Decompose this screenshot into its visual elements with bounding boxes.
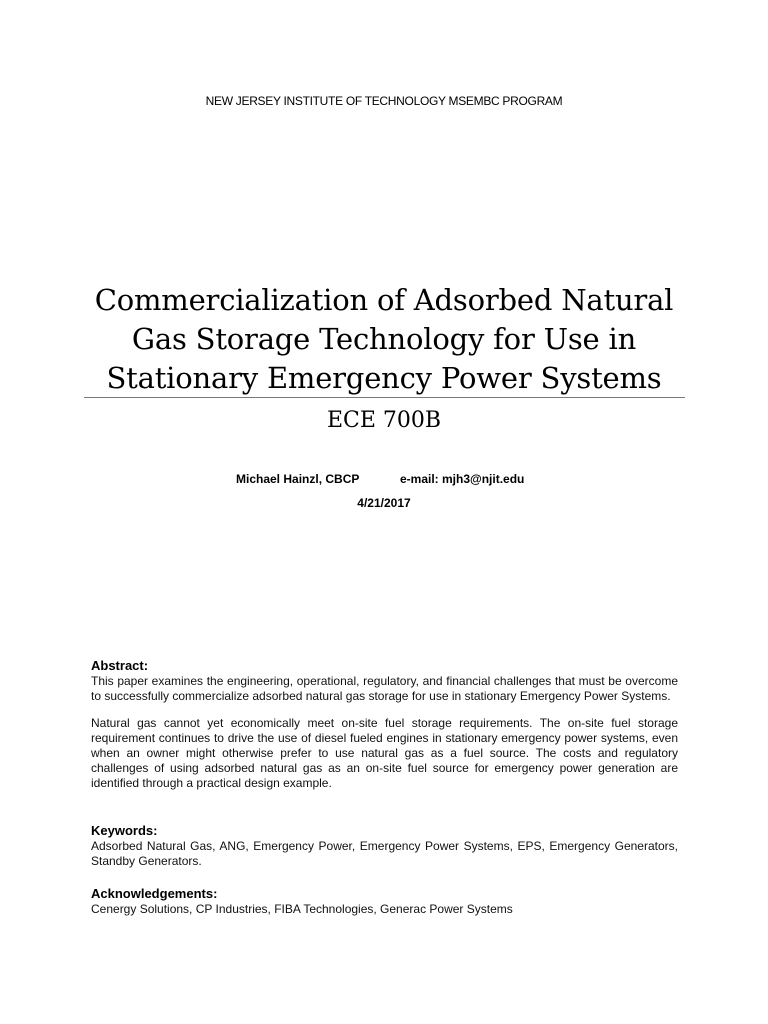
title-line-1: Commercialization of Adsorbed Natural (94, 283, 674, 317)
abstract-heading: Abstract: (91, 658, 149, 673)
abstract-paragraph-2: Natural gas cannot yet economically meet on-site fuel storage requirements. The on-site fuel storage requirement continues to drive the use of diesel fueled engines in stationary emergency power systems, even when an owner might otherwise prefer to use natural gas as a fuel source. The costs and regulatory challenges of using adsorbed natural gas as an on-site fuel source for emergency power generation are identified through a practical design example. (91, 716, 678, 790)
author-email: e-mail: mjh3@njit.edu (400, 472, 525, 486)
abstract-section (91, 658, 678, 791)
acknowledgements-section (91, 886, 678, 917)
keywords-heading: Keywords: (91, 823, 158, 838)
publication-date: 4/21/2017 (357, 496, 411, 510)
course-code: ECE 700B (326, 408, 442, 433)
acknowledgements-text: Cenergy Solutions, CP Industries, FIBA Technologies, Generac Power Systems (91, 902, 513, 916)
title-line-2: Gas Storage Technology for Use in (131, 322, 637, 356)
acknowledgements-heading: Acknowledgements: (91, 886, 218, 901)
abstract-paragraph-1: This paper examines the engineering, operational, regulatory, and financial challenges that must be overcome to successfully commercialize adsorbed natural gas storage for use in stationary Emergency Power Systems. (91, 674, 678, 703)
title-line-3: Stationary Emergency Power Systems (106, 361, 662, 395)
author-name: Michael Hainzl, CBCP (236, 472, 360, 486)
keywords-text: Adsorbed Natural Gas, ANG, Emergency Power, Emergency Power Systems, EPS, Emergency Generators, Standby Generators. (91, 839, 678, 868)
title-divider (84, 397, 685, 398)
institution-header: NEW JERSEY INSTITUTE OF TECHNOLOGY MSEMBC PROGRAM (205, 94, 563, 108)
paper-title (80, 281, 688, 398)
keywords-section (91, 823, 678, 869)
